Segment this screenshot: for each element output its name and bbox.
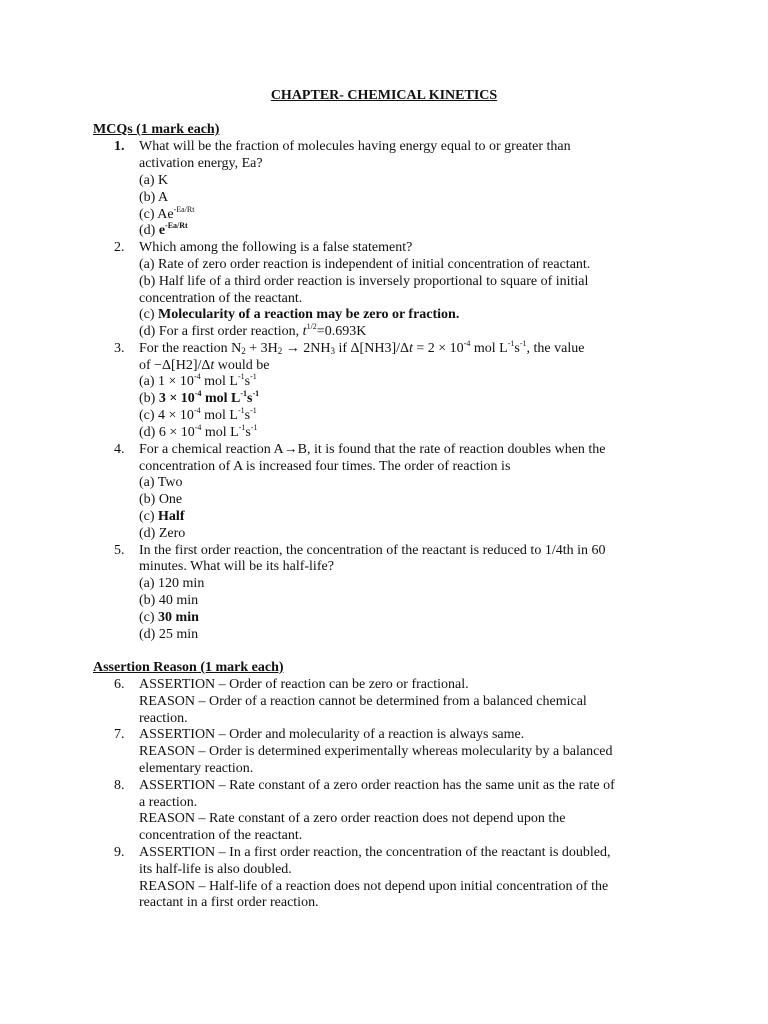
text: s [245, 425, 251, 440]
text: if Δ[NH3]/Δ [335, 341, 409, 356]
superscript: -1 [238, 423, 246, 432]
option-answer: e [158, 223, 166, 238]
option-c [139, 508, 185, 525]
text: → 2NH [282, 341, 331, 356]
option-d: (d) Zero [139, 526, 186, 541]
superscript: -Ea/Rt [173, 205, 195, 214]
variable: t [409, 341, 413, 356]
superscript: -4 [463, 339, 471, 348]
text: s [514, 341, 520, 356]
question-number: 9. [114, 845, 125, 860]
text: For the reaction N [139, 341, 242, 356]
reason-text: reaction. [139, 711, 188, 726]
question-text: Which among the following is a false statement? [139, 240, 413, 255]
reason-text: REASON – Order of a reaction cannot be determined from a balanced chemical [139, 694, 587, 709]
text: s [244, 408, 251, 423]
question-number: 4. [114, 442, 125, 457]
superscript: -4 [193, 406, 201, 415]
option-b [139, 390, 259, 407]
option-b: (b) One [139, 492, 183, 507]
question-text: minutes. What will be its half-life? [139, 559, 334, 574]
option-d [139, 323, 366, 340]
text: mol L [201, 425, 239, 440]
mcq-heading [93, 121, 219, 138]
option-b: (b) A [139, 190, 169, 205]
question-number: 7. [114, 727, 125, 742]
subscript: 2 [277, 346, 283, 356]
reason-text: reactant in a first order reaction. [139, 895, 319, 910]
option-answer [159, 391, 259, 406]
option-text: (c) [139, 307, 159, 322]
assertion-text: ASSERTION – Order of reaction can be zero or fractional. [139, 677, 469, 692]
question-text [139, 340, 584, 357]
assertion-text: ASSERTION – Rate constant of a zero order reaction has the same unit as the rate of [139, 778, 615, 793]
option-answer: 30 min [158, 610, 199, 625]
question-text: In the first order reaction, the concentration of the reactant is reduced to 1/4th in 60 [139, 543, 606, 558]
option-text: (d) [139, 223, 159, 238]
question-number: 2. [114, 240, 125, 255]
question-number: 1. [114, 139, 125, 154]
page-title: CHAPTER- CHEMICAL KINETICS [270, 88, 498, 103]
reason-text: elementary reaction. [139, 761, 254, 776]
option-text: =0.693K [316, 324, 367, 339]
assertion-heading [93, 659, 284, 676]
option-text: (a) 1 × 10 [139, 374, 194, 389]
question-number: 3. [114, 341, 125, 356]
option-b: (b) Half life of a third order reaction is inversely proportional to square of initial [139, 274, 589, 289]
question-text: concentration of A is increased four times. The order of reaction is [139, 459, 511, 474]
question-number: 8. [114, 778, 125, 793]
superscript: -1 [250, 406, 257, 415]
superscript: -1 [252, 389, 260, 398]
option-text: (b) [139, 391, 159, 406]
assertion-text: ASSERTION – In a first order reaction, the concentration of the reactant is doubled, [139, 845, 611, 860]
reason-text: concentration of the reactant. [139, 828, 303, 843]
superscript: -4 [193, 372, 201, 381]
question-number: 5. [114, 543, 125, 558]
question-text: What will be the fraction of molecules having energy equal to or greater than [139, 139, 571, 154]
assertion-text: a reaction. [139, 795, 198, 810]
text: of −Δ[H2]/Δ [139, 358, 211, 373]
variable: t [210, 358, 215, 373]
option-a: (a) K [139, 173, 169, 188]
option-d [139, 222, 188, 239]
assertion-text: ASSERTION – Order and molecularity of a reaction is always same. [139, 727, 525, 742]
text: mol L [201, 391, 241, 406]
superscript: -1 [250, 372, 257, 381]
reason-text: REASON – Order is determined experimentally whereas molecularity by a balanced [139, 744, 613, 759]
option-answer: Half [158, 509, 185, 524]
subscript: 2 [241, 346, 246, 356]
reason-text: REASON – Rate constant of a zero order reaction does not depend upon the [139, 811, 566, 826]
option-text: (c) Ae [139, 207, 174, 222]
question-text: activation energy, Ea? [139, 156, 263, 171]
superscript: -1 [519, 339, 527, 348]
option-text: (d) For a first order reaction, [139, 324, 303, 339]
text: s [244, 374, 251, 389]
superscript: -1 [237, 406, 245, 415]
subscript: 3 [330, 346, 335, 356]
superscript: -4 [194, 423, 202, 432]
option-text: (d) 6 × 10 [139, 425, 195, 440]
option-d: (d) 25 min [139, 627, 199, 642]
text: + 3H [245, 341, 278, 356]
option-text: (c) [139, 509, 159, 524]
text: 3 × 10 [158, 391, 195, 406]
reason-text: REASON – Half-life of a reaction does not depend upon initial concentration of the [139, 879, 609, 894]
option-text: (c) 4 × 10 [139, 408, 194, 423]
question-text: For a chemical reaction A→B, it is found that the rate of reaction doubles when the [139, 442, 606, 457]
text: mol L [470, 341, 508, 356]
option-text: (c) [139, 610, 159, 625]
option-c [139, 306, 459, 323]
text: , the value [526, 341, 585, 356]
text: s [247, 391, 253, 406]
option-b: (b) 40 min [139, 593, 199, 608]
question-number: 6. [114, 677, 125, 692]
superscript: -4 [194, 389, 202, 398]
option-a [139, 373, 257, 390]
assertion-heading-text: Assertion Reason (1 mark each) [93, 660, 284, 675]
superscript: -1 [237, 372, 245, 381]
text: would be [214, 358, 270, 373]
mcq-heading-text: MCQs (1 mark each) [93, 122, 220, 137]
superscript: 1/2 [306, 322, 317, 331]
text: mol L [200, 374, 238, 389]
option-a: (a) Two [139, 475, 183, 490]
option-a: (a) Rate of zero order reaction is independent of initial concentration of reactant. [139, 257, 591, 272]
option-d [139, 424, 258, 441]
option-answer: Molecularity of a reaction may be zero or fraction. [158, 307, 460, 322]
option-c [139, 609, 199, 626]
option-c [139, 407, 257, 424]
option-b-cont: concentration of the reactant. [139, 291, 303, 306]
assertion-text: its half-life is also doubled. [139, 862, 292, 877]
superscript: -Ea/Rt [165, 221, 188, 230]
superscript: -1 [240, 389, 248, 398]
variable: t [302, 324, 307, 339]
option-a: (a) 120 min [139, 576, 205, 591]
superscript: -1 [507, 339, 515, 348]
text: mol L [200, 408, 238, 423]
superscript: -1 [250, 423, 258, 432]
text: = 2 × 10 [412, 341, 464, 356]
